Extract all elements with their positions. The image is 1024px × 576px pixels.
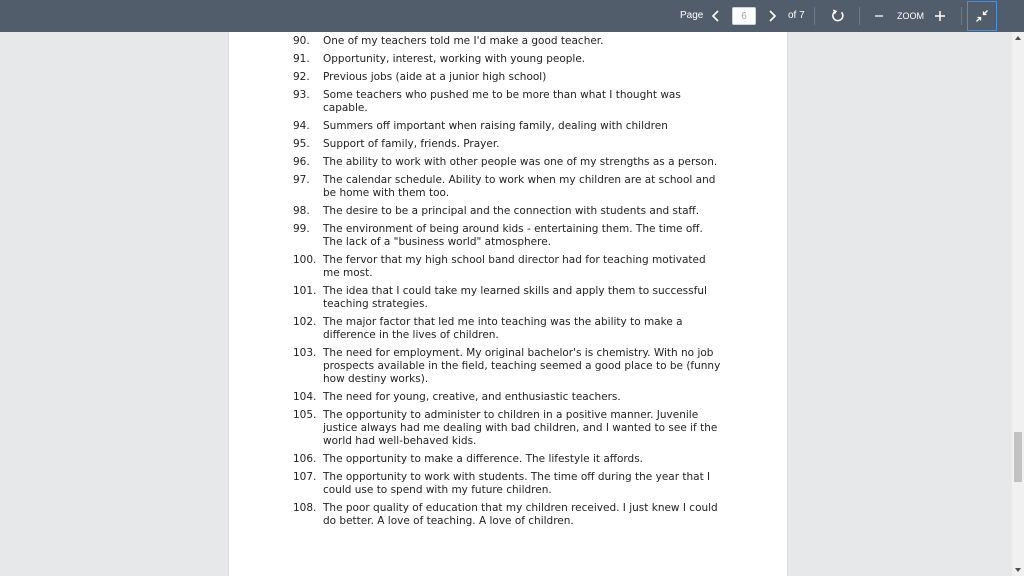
item-text: The poor quality of education that my children received. I just knew I could do better. A love of teaching. A love of children.	[323, 502, 718, 527]
page-label: Page	[680, 10, 704, 21]
item-text: Summers off important when raising family, dealing with children	[323, 120, 668, 132]
item-number: 106.	[293, 453, 317, 465]
list-item	[229, 120, 787, 133]
rotate-icon[interactable]	[828, 6, 848, 26]
viewer-toolbar	[0, 0, 1024, 32]
item-number: 107.	[293, 471, 317, 483]
item-text: The opportunity to administer to children in a positive manner. Juvenile justice always had me dealing with bad children, and I wanted to see if the world had well-behaved kids.	[323, 409, 718, 447]
item-text: The ability to work with other people was one of my strengths as a person.	[323, 156, 718, 168]
collapse-icon	[975, 9, 989, 23]
list-item	[229, 35, 787, 48]
item-number: 108.	[293, 502, 317, 514]
item-number: 91.	[293, 53, 310, 65]
list-item	[229, 453, 787, 466]
list-item	[229, 502, 787, 528]
list-item	[229, 316, 787, 342]
list-item	[229, 71, 787, 84]
scroll-down-arrow-icon[interactable]	[1012, 564, 1024, 576]
item-number: 100.	[293, 254, 317, 266]
item-number: 105.	[293, 409, 317, 421]
item-number: 99.	[293, 223, 310, 235]
item-text: The opportunity to make a difference. The lifestyle it affords.	[323, 453, 644, 465]
item-number: 92.	[293, 71, 310, 83]
list-item	[229, 409, 787, 448]
item-number: 97.	[293, 174, 310, 186]
list-item	[229, 156, 787, 169]
minus-icon[interactable]	[869, 6, 889, 26]
scrollbar-thumb[interactable]	[1014, 432, 1022, 482]
toolbar-divider	[859, 7, 860, 25]
response-list	[229, 35, 787, 533]
scroll-up-arrow-icon[interactable]	[1012, 32, 1024, 44]
list-item	[229, 138, 787, 151]
list-item	[229, 205, 787, 218]
item-text: The calendar schedule. Ability to work when my children are at school and be home with them too.	[323, 174, 716, 199]
list-item	[229, 53, 787, 66]
item-text: The fervor that my high school band director had for teaching motivated me most.	[323, 254, 706, 279]
item-text: Some teachers who pushed me to be more than what I thought was capable.	[323, 89, 681, 114]
list-item	[229, 471, 787, 497]
vertical-scrollbar[interactable]	[1012, 32, 1024, 576]
item-number: 94.	[293, 120, 310, 132]
item-text: The opportunity to work with students. The time off during the year that I could use to spend with my future children.	[323, 471, 711, 496]
chevron-right-icon[interactable]	[762, 6, 782, 26]
document-viewer	[0, 32, 1012, 576]
item-text: Previous jobs (aide at a junior high school)	[323, 71, 547, 83]
list-item	[229, 285, 787, 311]
item-number: 96.	[293, 156, 310, 168]
item-number: 102.	[293, 316, 317, 328]
document-page	[228, 32, 788, 576]
item-text: The environment of being around kids - entertaining them. The time off. The lack of a "business world" atmosphere.	[323, 223, 703, 248]
list-item	[229, 254, 787, 280]
list-item	[229, 391, 787, 404]
item-number: 93.	[293, 89, 310, 101]
item-number: 104.	[293, 391, 317, 403]
item-text: The need for young, creative, and enthusiastic teachers.	[323, 391, 621, 403]
item-number: 90.	[293, 35, 310, 47]
item-text: Opportunity, interest, working with young people.	[323, 53, 586, 65]
item-text: Support of family, friends. Prayer.	[323, 138, 500, 150]
item-text: One of my teachers told me I'd make a good teacher.	[323, 35, 604, 47]
page-number-input[interactable]	[732, 7, 756, 25]
item-number: 103.	[293, 347, 317, 359]
item-text: The idea that I could take my learned skills and apply them to successful teaching strategies.	[323, 285, 707, 310]
item-text: The desire to be a principal and the connection with students and staff.	[323, 205, 700, 217]
item-text: The need for employment. My original bachelor's is chemistry. With no job prospects available in the field, teaching seemed a good place to be (funny how destiny works).	[323, 347, 721, 385]
list-item	[229, 89, 787, 115]
list-item	[229, 347, 787, 386]
item-text: The major factor that led me into teaching was the ability to make a difference in the lives of children.	[323, 316, 683, 341]
exit-fullscreen-button[interactable]	[967, 1, 997, 31]
toolbar-divider	[961, 7, 962, 25]
plus-icon[interactable]	[930, 6, 950, 26]
list-item	[229, 223, 787, 249]
item-number: 98.	[293, 205, 310, 217]
toolbar-divider	[814, 7, 815, 25]
item-number: 101.	[293, 285, 317, 297]
chevron-left-icon[interactable]	[706, 6, 726, 26]
list-item	[229, 174, 787, 200]
page-count: of 7	[788, 10, 805, 21]
item-number: 95.	[293, 138, 310, 150]
zoom-label: ZOOM	[897, 11, 924, 21]
